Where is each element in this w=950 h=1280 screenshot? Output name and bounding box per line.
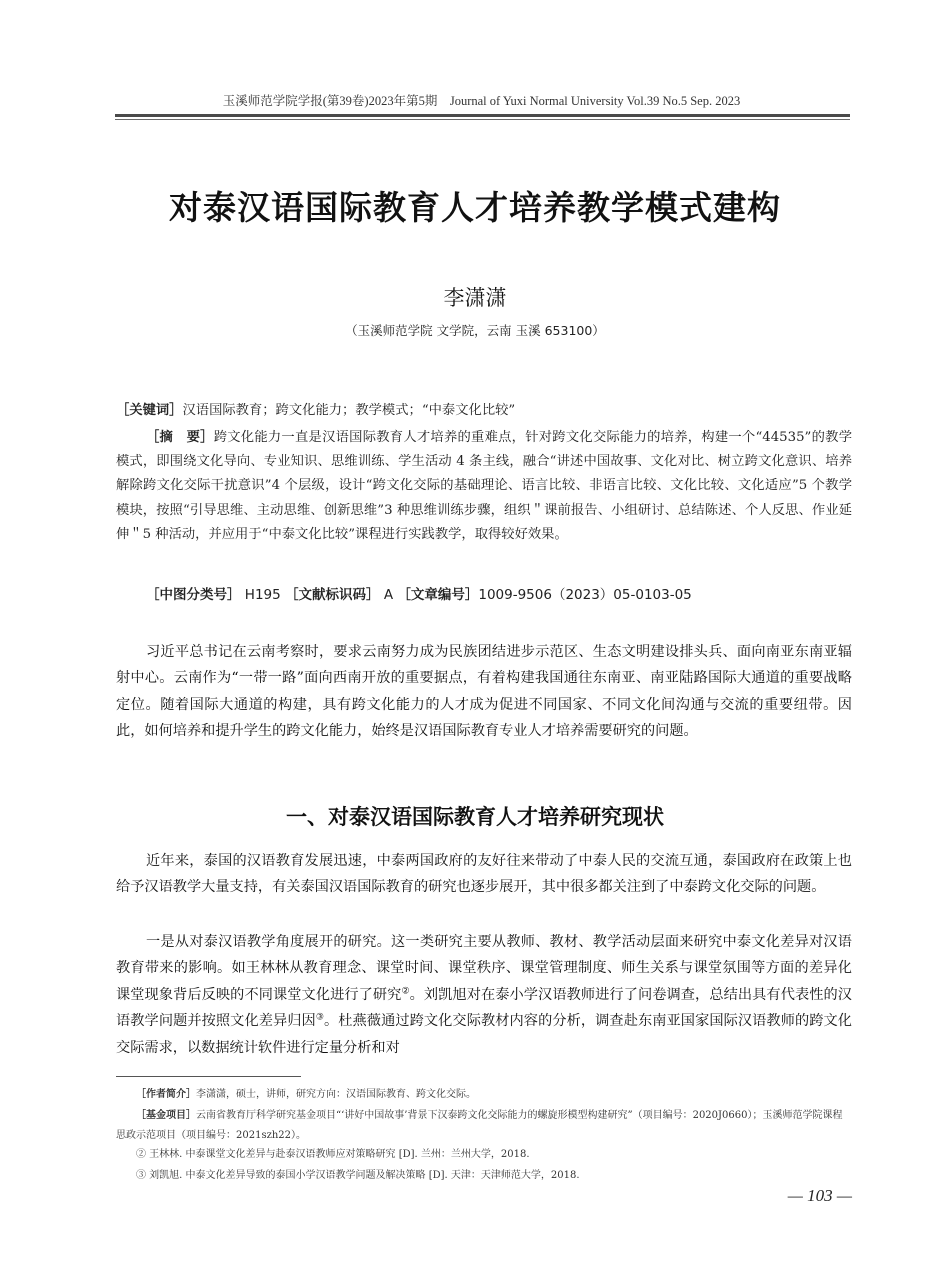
page-number: — 103 — <box>787 1186 852 1205</box>
section-heading-1: 一、对泰汉语国际教育人才培养研究现状 <box>286 805 664 829</box>
classification-line <box>146 583 882 607</box>
footnote-3: ③ 刘凯旭. 中泰文化差异导致的泰国小学汉语教学问题及解决策略 [D]. 天津：天津师范大学，2018. <box>136 1170 580 1181</box>
abstract-block <box>116 426 852 547</box>
clc-label: ［中图分类号］ <box>146 587 241 603</box>
fund-text: 云南省教育厅科学研究基金项目“‘讲好中国故事’背景下汉泰跨文化交际能力的螺旋形模型构建研究”（项目编号：2020J0660）；玉溪师范学院课程思政示范项目（项目编号：2021szh22）。 <box>116 1110 843 1141</box>
clc-value: H195 <box>244 587 281 603</box>
keywords-text: 汉语国际教育；跨文化能力；教学模式；“中泰文化比较” <box>182 403 516 418</box>
paragraph-text: 。刘凯旭对在泰小学汉语教师进行了问卷调查，总结出具有代表性的汉语教学问题并按照文化差异归因 <box>116 986 852 1030</box>
intro-paragraph: 习近平总书记在云南考察时，要求云南努力成为民族团结进步示范区、生态文明建设排头兵、面向南亚东南亚辐射中心。云南作为“一带一路”面向西南开放的重要据点，有着构建我国通往东南亚、南亚陆路国际大通道的重要战略定位。随着国际大通道的构建，具有跨文化能力的人才成为促进不同国家、不同文化间沟通与交流的重要纽带。因此，如何培养和提升学生的跨文化能力，始终是汉语国际教育专业人才培养需要研究的问题。 <box>116 644 852 740</box>
fund-label: ［基金项目］ <box>136 1110 196 1121</box>
keywords-line <box>116 399 852 423</box>
author-bio-text: 李潇潇，硕士，讲师，研究方向：汉语国际教育、跨文化交际。 <box>196 1089 476 1100</box>
article-no-value: 1009-9506（2023）05-0103-05 <box>478 587 692 603</box>
footnote-divider <box>116 1076 301 1077</box>
footnote-2: ② 王林林. 中泰课堂文化差异与赴泰汉语教师应对策略研究 [D]. 兰州：兰州大学，2018. <box>136 1149 530 1160</box>
header-rule-thin <box>115 119 850 120</box>
abstract-text: 跨文化能力一直是汉语国际教育人才培养的重难点，针对跨文化交际能力的培养，构建一个“44535”的教学模式，即围绕文化导向、专业知识、思维训练、学生活动 4 条主线，融合“讲述中国故事、文化对比、树立跨文化意识、培养解除跨文化交际干扰意识”4 个层级，设计“跨文化交际的基础理论、语言比较、非语言比较、文化比较、文化适应”5 个教学模块，按照“引导思维、主动思维、创新思维”3 种思维训练步骤，组织＂课前报告、小组研讨、总结陈述、个人反思、作业延伸＂5 种活动，并应用于“中泰文化比较”课程进行实践教学，取得较好效果。 <box>116 430 852 542</box>
footnote-author <box>116 1085 852 1105</box>
paragraph-text: 。杜燕薇通过跨文化交际教材内容的分析，调查赴东南亚国家国际汉语教师的跨文化交际需求，以数据统计软件进行定量分析和对 <box>116 1013 852 1056</box>
footnote-fund <box>116 1106 852 1146</box>
paragraph-text: 一是从对泰汉语教学角度展开的研究。这一类研究主要从教师、教材、教学活动层面来研究中泰文化差异对汉语教育带来的影响。如王林林从教育理念、课堂时间、课堂秩序、课堂管理制度、师生关系与课堂氛围等方面的差异化课堂现象背后反映的不同课堂文化进行了研究 <box>116 934 852 1003</box>
article-title: 对泰汉语国际教育人才培养教学模式建构 <box>169 188 781 227</box>
doc-code-label: ［文献标识码］ <box>285 587 380 603</box>
author-affiliation: （玉溪师范学院 文学院，云南 玉溪 653100） <box>345 323 605 338</box>
author-name: 李潇潇 <box>443 286 507 310</box>
keywords-label: ［关键词］ <box>116 403 183 418</box>
header-rule-thick <box>115 114 850 117</box>
footnote-ref-2[interactable]: ② <box>401 986 410 997</box>
author-bio-label: ［作者简介］ <box>136 1089 196 1100</box>
abstract-label: ［摘 要］ <box>146 430 214 445</box>
doc-code-value: A <box>383 587 394 603</box>
section1-paragraph-1: 近年来，泰国的汉语教育发展迅速，中泰两国政府的友好往来带动了中泰人民的交流互通，泰国政府在政策上也给予汉语教学大量支持，有关泰国汉语国际教育的研究也逐步展开，其中很多都关注到了中泰跨文化交际的问题。 <box>116 853 852 896</box>
article-no-label: ［文章编号］ <box>397 587 479 603</box>
footnote-ref-3[interactable]: ③ <box>315 1012 324 1023</box>
running-header: 玉溪师范学院学报(第39卷)2023年第5期 Journal of Yuxi Normal University Vol.39 No.5 Sep. 2023 <box>222 94 741 108</box>
section1-paragraph-2 <box>116 929 852 1061</box>
